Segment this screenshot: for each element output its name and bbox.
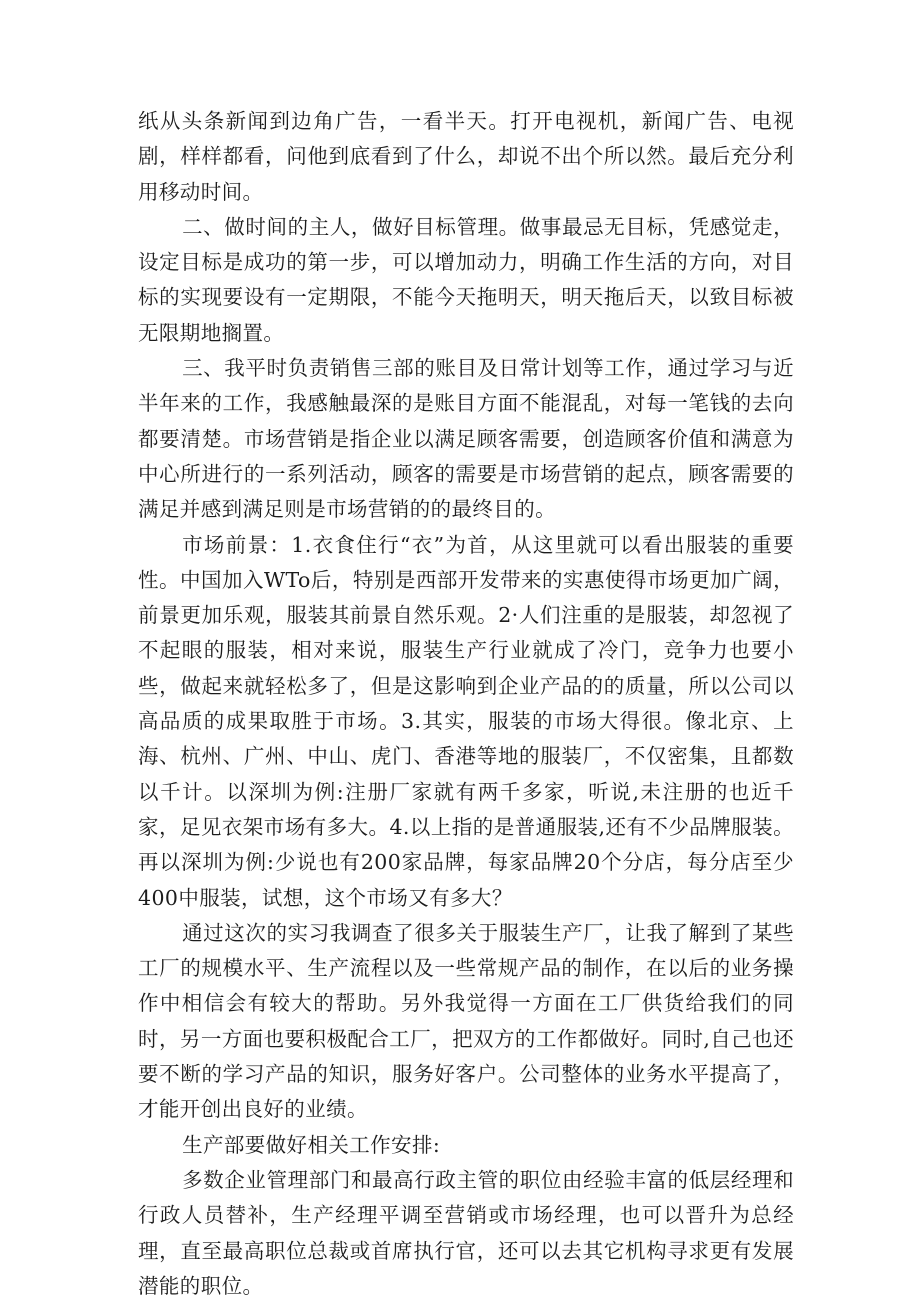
paragraph-1: 纸从头条新闻到边角广告，一看半天。打开电视机，新闻广告、电视剧，样样都看，问他到底看到了什么，却说不出个所以然。最后充分利用移动时间。 bbox=[138, 109, 794, 204]
paragraph-7: 多数企业管理部门和最高行政主管的职位由经验丰富的低层经理和行政人员替补，生产经理平调至营销或市场经理，也可以晋升为总经理，直至最高职位总裁或首席执行官，还可以去其它机构寻求更有发展潜能的职位。 bbox=[138, 1167, 794, 1298]
paragraph-5: 通过这次的实习我调查了很多关于服装生产厂，让我了解到了某些工厂的规模水平、生产流程以及一些常规产品的制作，在以后的业务操作中相信会有较大的帮助。另外我觉得一方面在工厂供货给我们的同时，另一方面也要积极配合工厂，把双方的工作都做好。同时,自己也还要不断的学习产品的知识，服务好客户。公司整体的业务水平提高了，才能开创出良好的业绩。 bbox=[138, 920, 794, 1122]
paragraph-4: 市场前景：1.衣食住行“衣”为首，从这里就可以看出服装的重要性。中国加入WTo后，特别是西部开发带来的实惠使得市场更加广阔，前景更加乐观，服装其前景自然乐观。2·人们注重的是服装，却忽视了不起眼的服装，相对来说，服装生产行业就成了冷门，竞争力也要小些，做起来就轻松多了，但是这影响到企业产品的的质量，所以公司以高品质的成果取胜于市场。3.其实，服装的市场大得很。像北京、上海、杭州、广州、中山、虎门、香港等地的服装厂，不仅密集，且都数以千计。以深圳为例:注册厂家就有两千多家，听说,未注册的也近千家，足见衣架市场有多大。4.以上指的是普通服装,还有不少品牌服装。再以深圳为例:少说也有200家品牌，每家品牌20个分店，每分店至少400中服装，试想，这个市场又有多大？ bbox=[138, 532, 794, 910]
paragraph-2: 二、做时间的主人，做好目标管理。做事最忌无目标，凭感觉走，设定目标是成功的第一步，可以增加动力，明确工作生活的方向，对目标的实现要设有一定期限，不能今天拖明天，明天拖后天，以致目标被无限期地搁置。 bbox=[138, 214, 794, 345]
paragraph-6: 生产部要做好相关工作安排: bbox=[182, 1132, 441, 1157]
document-body bbox=[138, 104, 794, 1304]
paragraph-3: 三、我平时负责销售三部的账目及日常计划等工作，通过学习与近半年来的工作，我感触最深的是账目方面不能混乱，对每一笔钱的去向都要清楚。市场营销是指企业以满足顾客需要，创造顾客价值和满意为中心所进行的一系列活动，顾客的需要是市场营销的起点，顾客需要的满足并感到满足则是市场营销的的最终目的。 bbox=[138, 356, 794, 522]
